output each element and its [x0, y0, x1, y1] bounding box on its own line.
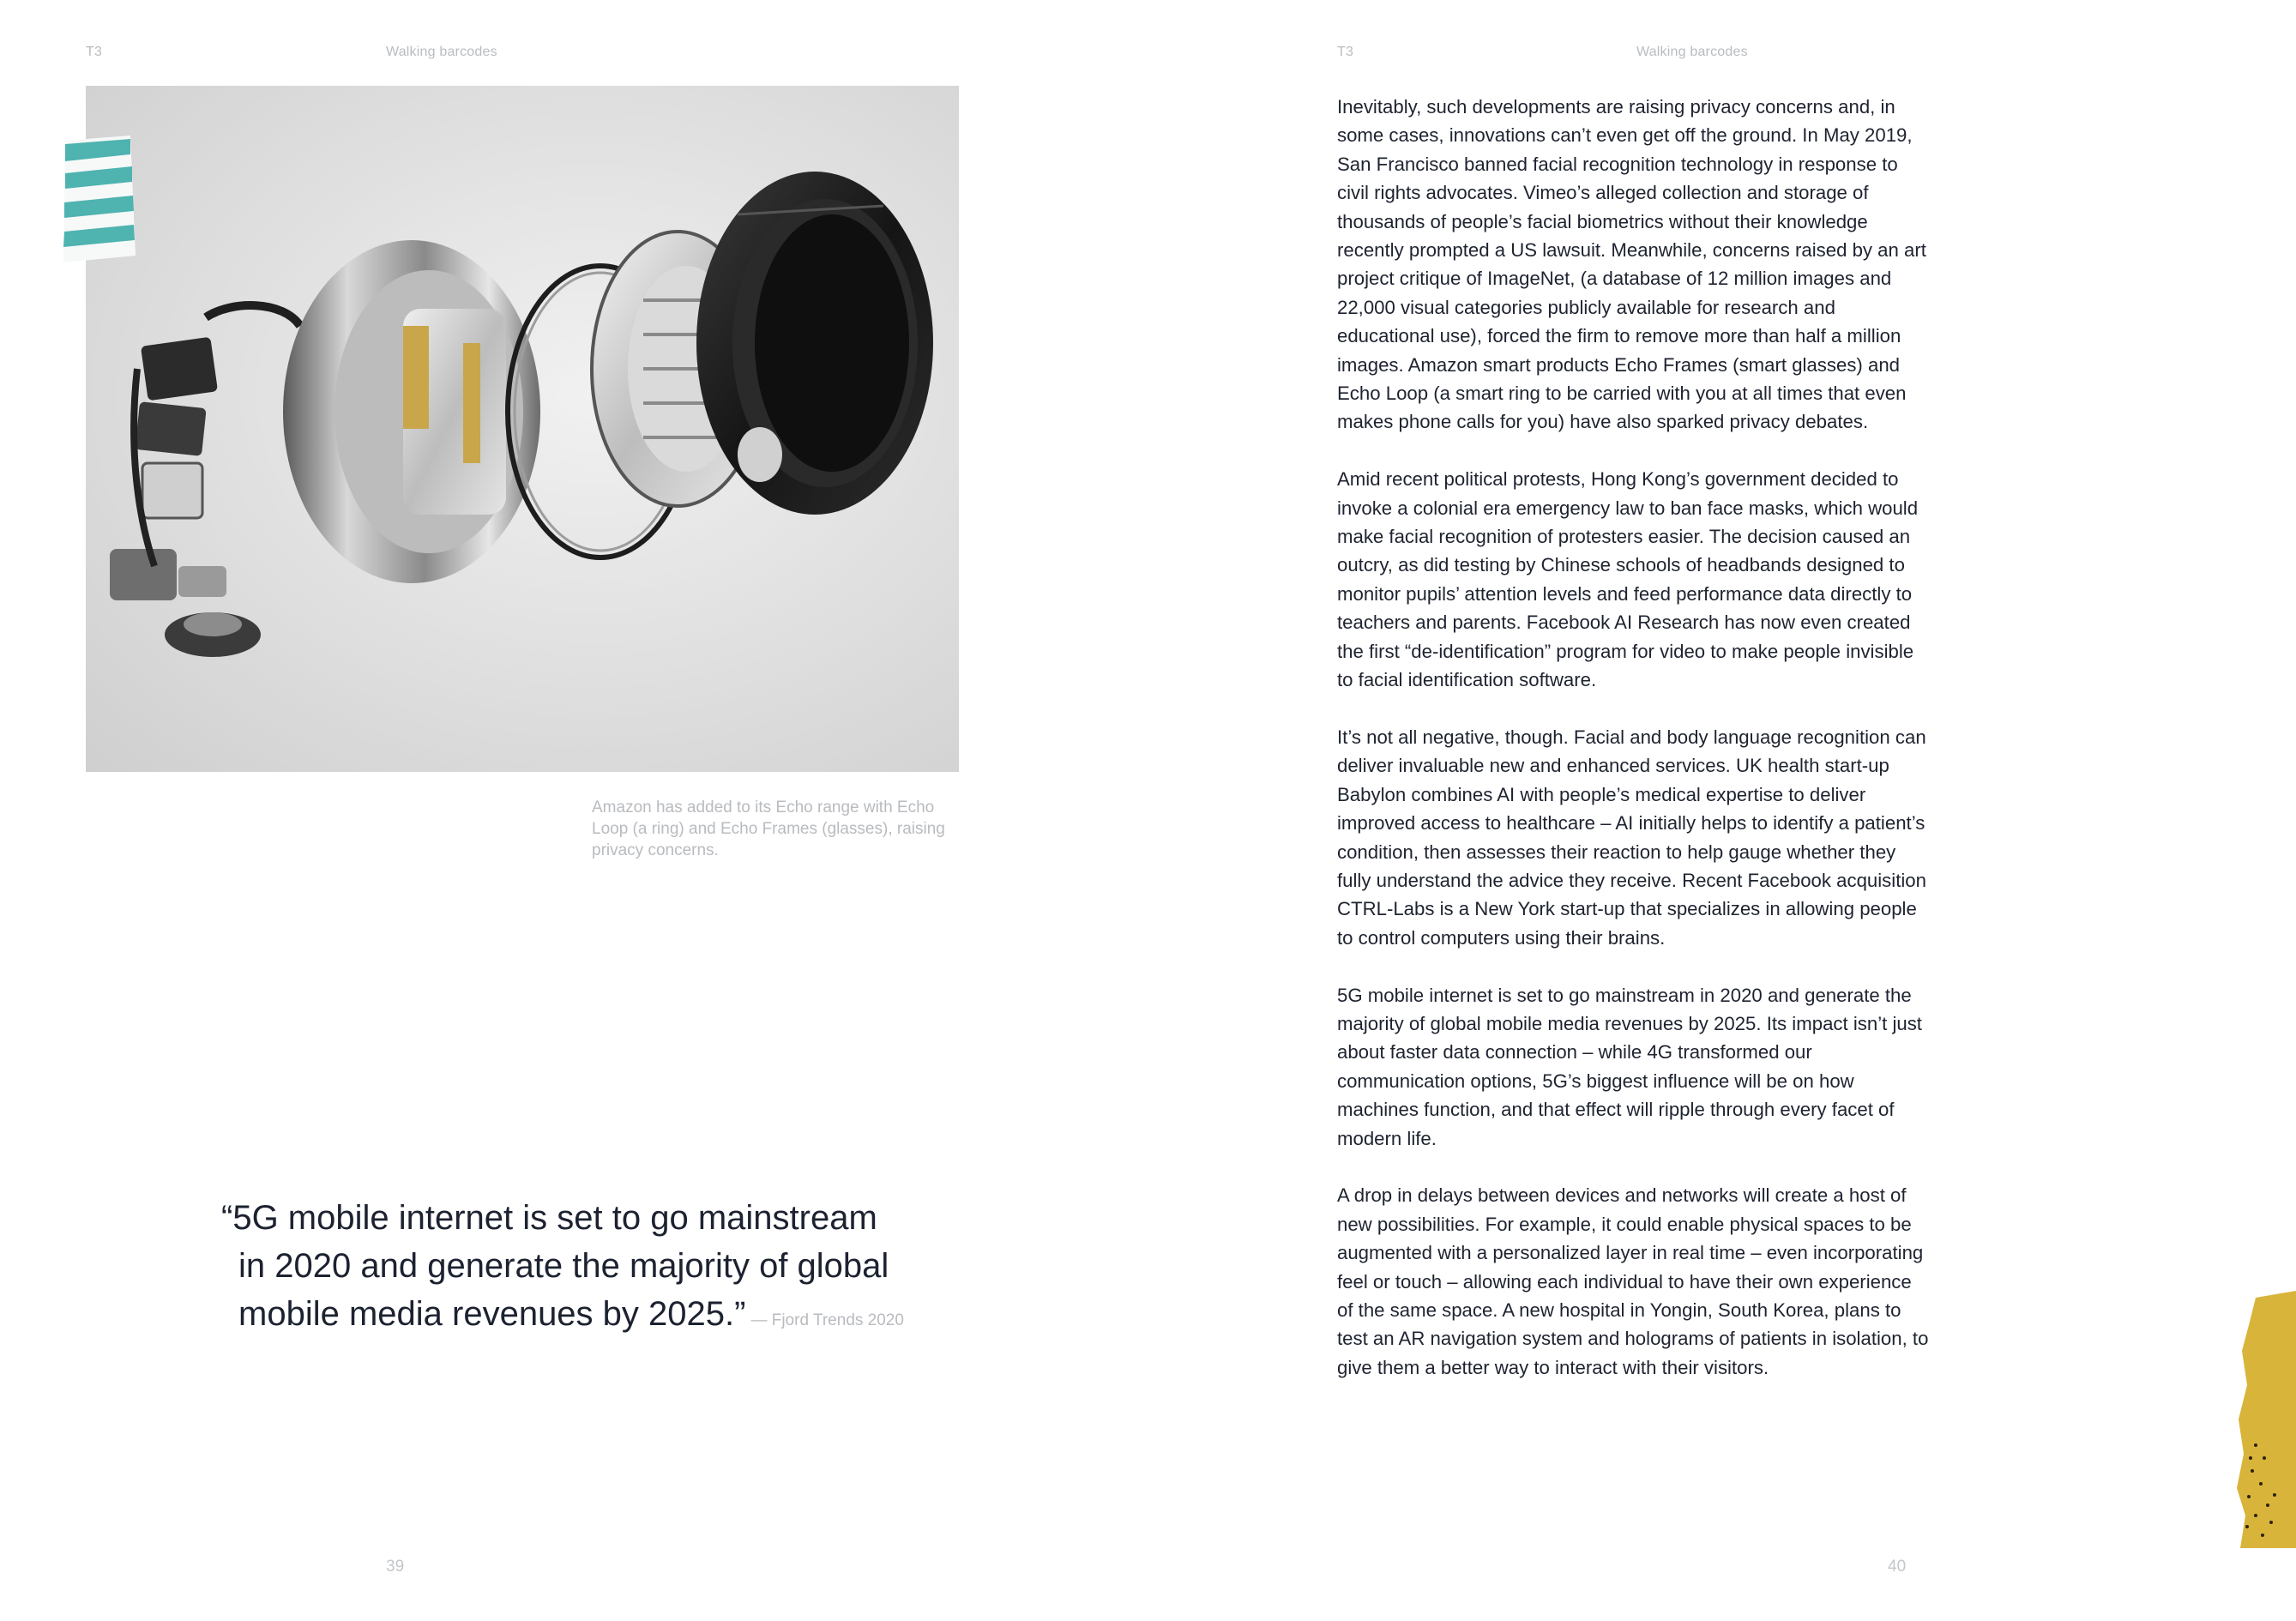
product-photo [86, 86, 959, 772]
article-body [1337, 93, 1929, 1411]
paragraph-2: Amid recent political protests, Hong Kong’s government decided to invoke a colonial era emergency law to ban face masks, which would make facial recognition of protesters easier. The decision caused an outcry, as did testing by Chinese schools of headbands designed to monitor pupils’ attention levels and feed performance data directly to teachers and parents. Facebook AI Research has now even created the first “de-identification” program for video to make people invisible to facial identification software. [1337, 468, 1919, 691]
paragraph-5: A drop in delays between devices and networks will create a host of new possibilities. For example, it could enable physical spaces to be augmented with a personalized layer in real time – even incorporating feel or touch – allowing each individual to have their own experience of the same space. A new hospital in Yongin, South Korea, plans to test an AR navigation system and holograms of patients in isolation, to give them a better way to interact with their visitors. [1337, 1184, 1929, 1378]
left-section-label: T3 [86, 45, 103, 59]
circuit-parts [110, 305, 300, 657]
teal-striped-tape-decoration [60, 136, 136, 262]
pull-quote-line-2: in 2020 and generate the majority of global [238, 1247, 889, 1285]
echo-loop-illustration [86, 86, 959, 772]
right-section-label: T3 [1337, 45, 1354, 59]
paragraph-1: Inevitably, such developments are raising privacy concerns and, in some cases, innovations can’t even get off the ground. In May 2019, San Francisco banned facial recognition technology in response to civil rights advocates. Vimeo’s alleged collection and storage of thousands of people’s facial biometrics without their knowledge recently prompted a US lawsuit. Meanwhile, concerns raised by an art project critique of ImageNet, (a database of 12 million images and 22,000 visual categories publicly available for research and educational use), forced the firm to remove more than half a million images. Amazon smart products Echo Frames (smart glasses) and Echo Loop (a smart ring to be carried with you at all times that even makes phone calls for you) have also sparked privacy debates. [1337, 96, 1926, 433]
photo-caption: Amazon has added to its Echo range with Echo Loop (a ring) and Echo Frames (glasses), raising privacy concerns. [592, 798, 945, 859]
outer-ring [696, 172, 933, 515]
right-page-number: 40 [1888, 1558, 1907, 1576]
paragraph-3: It’s not all negative, though. Facial and body language recognition can deliver invaluable new and enhanced services. UK health start-up Babylon combines AI with people’s medical expertise to deliver improved access to healthcare – AI initially helps to identify a patient’s condition, then assesses their reaction to help gauge whether they fully understand the advice they receive. Recent Facebook acquisition CTRL-Labs is a New York start-up that specializes in allowing people to control computers using their brains. [1337, 726, 1926, 949]
left-page-number: 39 [386, 1558, 405, 1576]
left-running-title: Walking barcodes [386, 45, 497, 59]
right-running-title: Walking barcodes [1636, 45, 1748, 59]
pull-quote-line-3-text: mobile media revenues by 2025.” [238, 1295, 746, 1333]
paragraph-4: 5G mobile internet is set to go mainstream in 2020 and generate the majority of global mobile media revenues by 2025. Its impact isn’t just about faster data connection – while 4G transformed our communication options, 5G’s biggest influence will be on how machines function, and that effect will ripple through every facet of modern life. [1337, 984, 1922, 1149]
pull-quote-line-3 [221, 1290, 959, 1345]
pull-quote-attribution: — Fjord Trends 2020 [750, 1311, 904, 1329]
pull-quote-line-1: “5G mobile internet is set to go mainstream [221, 1199, 877, 1237]
yellow-torn-paper-decoration [2230, 1291, 2296, 1548]
pull-quote [221, 1194, 959, 1345]
metal-band [283, 240, 540, 583]
